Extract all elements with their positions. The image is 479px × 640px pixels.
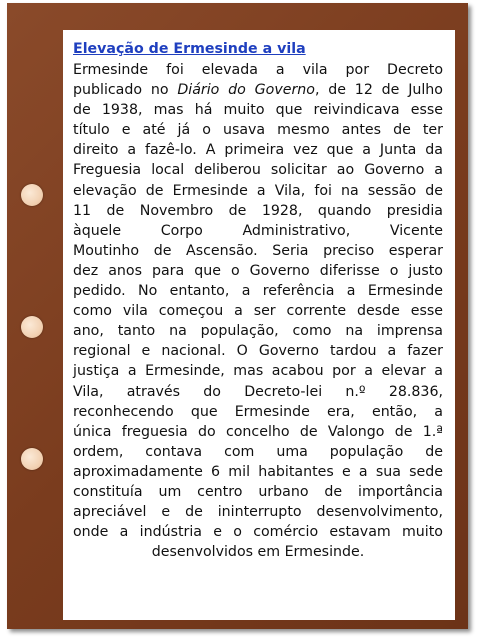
- body-line: [73, 502, 443, 522]
- body-line: [73, 301, 443, 321]
- body-text-fragment: àquele Corpo Administrativo, Vicente: [73, 222, 443, 239]
- body-line: [73, 261, 443, 281]
- binder-hole-top: [21, 184, 43, 206]
- body-line: [73, 100, 443, 120]
- body-text-fragment: pedido. No entanto, a referência a Ermesinde: [73, 283, 443, 300]
- body-text-fragment: aproximadamente 6 mil habitantes e a sua sede: [73, 463, 443, 480]
- body-text-fragment: como vila começou a ser corrente desde esse: [73, 303, 443, 320]
- binder-hole-middle: [21, 316, 43, 338]
- binder-hole-bottom: [21, 448, 43, 470]
- body-text-fragment: 11 de Novembro de 1928, quando presidia: [73, 202, 443, 219]
- body-text-fragment: publicado no: [73, 82, 178, 99]
- body-line: [73, 120, 443, 140]
- body-text-fragment: constituía um centro urbano de importância: [73, 483, 443, 500]
- body-text-fragment: desenvolvidos em Ermesinde.: [151, 544, 365, 561]
- body-text-fragment: Moutinho de Ascensão. Seria preciso esperar: [73, 242, 443, 259]
- body-text-fragment: única freguesia do concelho de Valongo de 1.ª: [73, 423, 443, 440]
- body-line: [73, 442, 443, 462]
- body-text-fragment: dez anos para que o Governo diferisse o justo: [73, 262, 443, 279]
- body-line: [73, 281, 443, 301]
- body-line: [73, 201, 443, 221]
- body-line: [73, 382, 443, 402]
- body-text-fragment: título e até já o usava mesmo antes de ter: [73, 122, 443, 139]
- body-text-fragment: justiça a Ermesinde, mas acabou por a elevar a: [73, 363, 443, 380]
- body-line: [73, 221, 443, 241]
- body-line: [73, 522, 443, 542]
- body-text-fragment: direito a fazê-lo. A primeira vez que a Junta da: [73, 142, 443, 159]
- body-text-fragment: de 1938, mas há muito que reivindicava esse: [73, 102, 443, 119]
- body-line: [73, 482, 443, 502]
- body-line: [73, 402, 443, 422]
- body-text-fragment: onde a indústria e o comércio estavam muito: [73, 524, 443, 541]
- body-text-fragment: reconhecendo que Ermesinde era, então, a: [73, 403, 443, 420]
- body-text-fragment: Freguesia local deliberou solicitar ao Governo a: [73, 162, 443, 179]
- body-line: [73, 140, 443, 160]
- clipboard-frame: [7, 3, 468, 629]
- article-body: [73, 60, 443, 562]
- body-text-fragment: Vila, através do Decreto-lei n.º 28.836,: [73, 383, 443, 400]
- body-line: [73, 60, 443, 80]
- italic-publication-name: Diário do Governo: [177, 82, 315, 99]
- article-title-link[interactable]: Elevação de Ermesinde a vila: [73, 41, 306, 57]
- body-line: [73, 181, 443, 201]
- body-text-fragment: Ermesinde foi elevada a vila por Decreto: [73, 62, 443, 78]
- body-text-fragment: elevação de Ermesinde a Vila, foi na sessão de: [73, 182, 443, 199]
- body-line: [73, 80, 443, 100]
- body-text-fragment: ano, tanto na população, como na imprensa: [73, 323, 443, 340]
- body-line: [73, 241, 443, 261]
- body-line: [73, 341, 443, 361]
- body-line: [73, 542, 443, 562]
- body-line: [73, 160, 443, 180]
- body-line: [73, 361, 443, 381]
- body-text-fragment: regional e nacional. O Governo tardou a fazer: [73, 343, 443, 360]
- body-line: [73, 422, 443, 442]
- paper-sheet: [63, 30, 455, 620]
- body-line: [73, 321, 443, 341]
- body-line: [73, 462, 443, 482]
- body-text-fragment: , de 12 de Julho: [314, 82, 443, 99]
- body-text-fragment: apreciável e de ininterrupto desenvolvimento,: [73, 504, 443, 521]
- body-text-fragment: ordem, contava com uma população de: [73, 443, 443, 460]
